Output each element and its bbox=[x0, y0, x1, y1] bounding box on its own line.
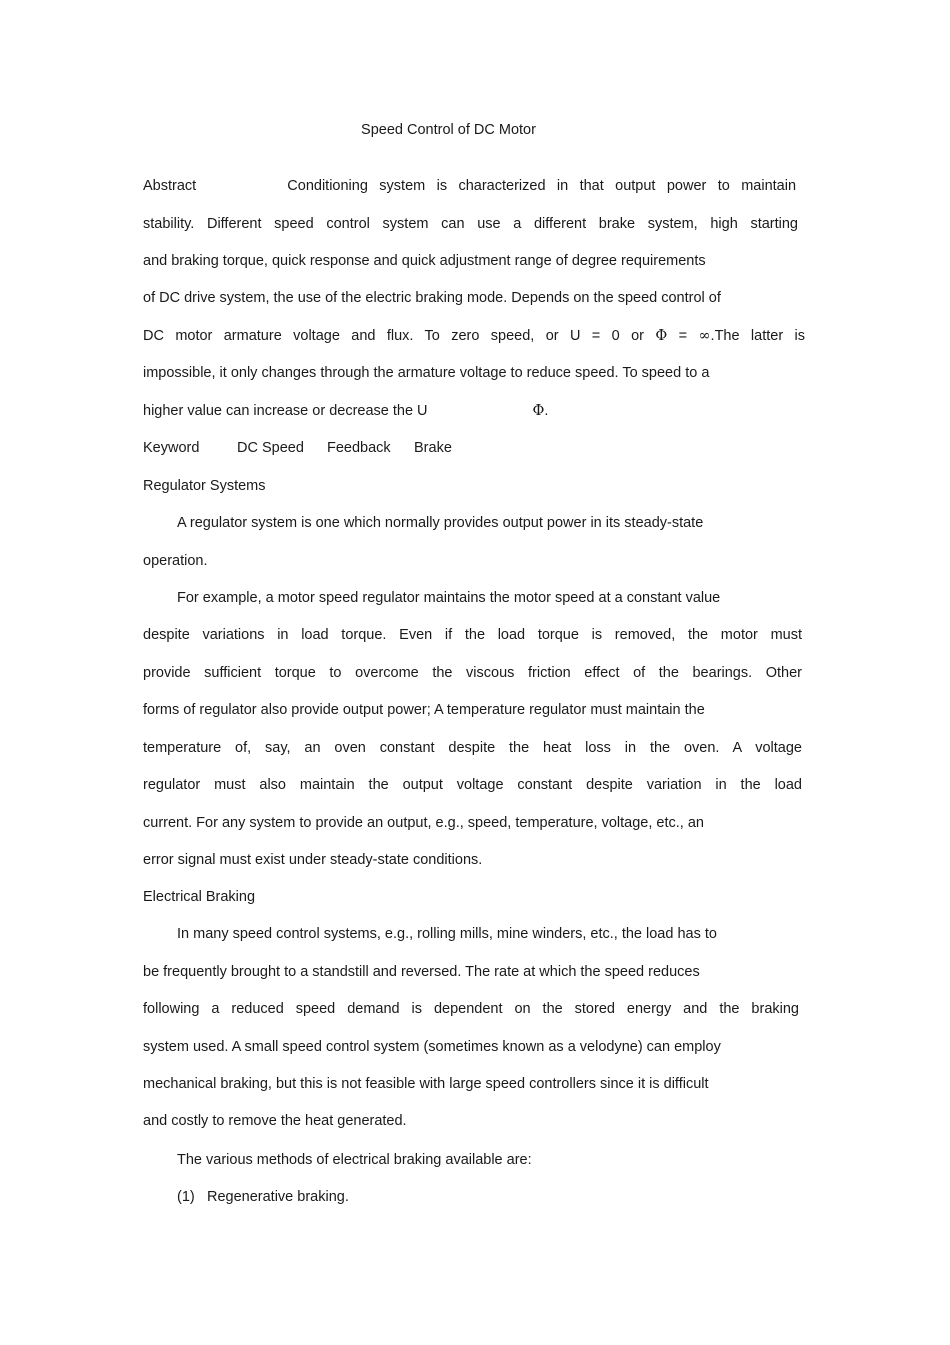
abstract-text-5b: .The latter is bbox=[710, 328, 806, 344]
s2-p1-line-3: following a reduced speed demand is dependent on the stored energy and the braking bbox=[143, 1001, 799, 1017]
phi-symbol-2: Φ bbox=[532, 403, 545, 419]
s2-p1-line-6: and costly to remove the heat generated. bbox=[143, 1113, 407, 1129]
s2-p2: The various methods of electrical braking available are: bbox=[177, 1152, 532, 1168]
s1-p2-line-4: forms of regulator also provide output power; A temperature regulator must maintain the bbox=[143, 702, 705, 718]
list-item bbox=[177, 1187, 349, 1207]
section-heading-regulator-systems: Regulator Systems bbox=[143, 478, 266, 494]
document-title: Speed Control of DC Motor bbox=[361, 122, 536, 138]
abstract-line-3: and braking torque, quick response and quick adjustment range of degree requirements bbox=[143, 253, 706, 269]
equals-sign: = bbox=[678, 328, 688, 344]
phi-symbol: Φ bbox=[655, 328, 668, 344]
s2-p1-line-2: be frequently brought to a standstill and reversed. The rate at which the speed reduces bbox=[143, 964, 700, 980]
s2-p1-line-1: In many speed control systems, e.g., rolling mills, mine winders, etc., the load has to bbox=[177, 926, 717, 942]
keywords-label: Keyword bbox=[143, 440, 200, 456]
keyword-2: Feedback bbox=[327, 440, 391, 456]
s1-p2-line-6: regulator must also maintain the output voltage constant despite variation in the load bbox=[143, 777, 802, 793]
s2-p1-line-4: system used. A small speed control system (sometimes known as a velodyne) can employ bbox=[143, 1039, 721, 1055]
s1-p2-line-8: error signal must exist under steady-state conditions. bbox=[143, 852, 483, 868]
infinity-symbol: ∞ bbox=[698, 328, 711, 344]
s1-p1-line-1: A regulator system is one which normally provides output power in its steady-state bbox=[177, 515, 704, 531]
s1-p2-line-7: current. For any system to provide an output, e.g., speed, temperature, voltage, etc., an bbox=[143, 815, 704, 831]
keyword-1: DC Speed bbox=[237, 440, 304, 456]
s1-p2-line-2: despite variations in load torque. Even if the load torque is removed, the motor must bbox=[143, 627, 802, 643]
abstract-text-7-end: . bbox=[544, 403, 549, 419]
s2-p1-line-5: mechanical braking, but this is not feasible with large speed controllers since it is difficult bbox=[143, 1076, 709, 1092]
list-item-text: Regenerative braking. bbox=[207, 1189, 349, 1205]
abstract-line-6: impossible, it only changes through the armature voltage to reduce speed. To speed to a bbox=[143, 365, 710, 381]
abstract-line-1 bbox=[143, 176, 796, 196]
abstract-text-1: Conditioning system is characterized in that output power to maintain bbox=[287, 178, 797, 194]
abstract-line-2: stability. Different speed control system can use a different brake system, high starting bbox=[143, 216, 798, 232]
s1-p2-line-3: provide sufficient torque to overcome the viscous friction effect of the bearings. Other bbox=[143, 665, 802, 681]
abstract-text-5a: DC motor armature voltage and flux. To zero speed, or U = 0 or bbox=[143, 328, 644, 344]
abstract-line-7 bbox=[143, 401, 802, 421]
abstract-text-7a: higher value can increase or decrease the U bbox=[143, 403, 428, 419]
keyword-3: Brake bbox=[414, 440, 452, 456]
section-heading-electrical-braking: Electrical Braking bbox=[143, 889, 256, 905]
s1-p2-line-5: temperature of, say, an oven constant despite the heat loss in the oven. A voltage bbox=[143, 740, 802, 756]
abstract-line-5 bbox=[143, 326, 805, 346]
abstract-label: Abstract bbox=[143, 178, 197, 194]
s1-p2-line-1: For example, a motor speed regulator maintains the motor speed at a constant value bbox=[177, 590, 721, 606]
keywords-line bbox=[143, 438, 802, 458]
s1-p1-line-2: operation. bbox=[143, 553, 208, 569]
abstract-line-4: of DC drive system, the use of the electric braking mode. Depends on the speed control of bbox=[143, 290, 721, 306]
list-item-number: (1) bbox=[177, 1189, 195, 1205]
